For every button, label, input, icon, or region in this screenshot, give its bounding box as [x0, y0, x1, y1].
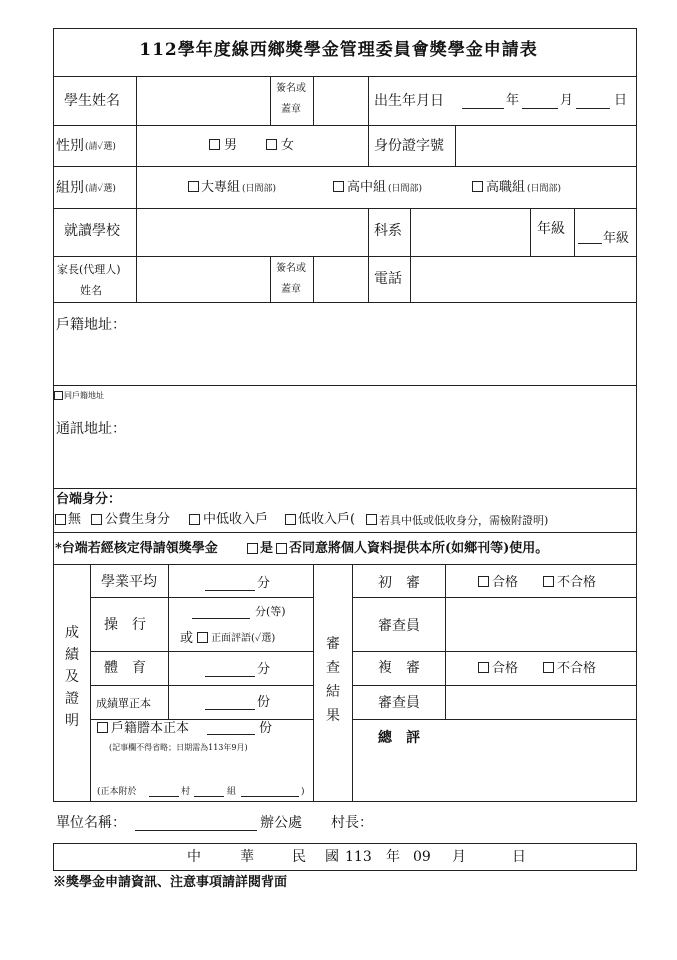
identity-none-checkbox[interactable] [55, 514, 66, 525]
low-income-label: 低收入戶( [298, 512, 356, 527]
col-line [445, 564, 446, 719]
second-pass-checkbox[interactable] [478, 662, 489, 673]
male-label: 男 [224, 138, 238, 153]
row-line [352, 685, 636, 686]
year-unit: 年 [506, 93, 520, 108]
border-left [53, 28, 54, 801]
copy-unit: 份 [257, 695, 271, 710]
college-checkbox[interactable] [188, 181, 199, 192]
date-char: 中 [187, 849, 201, 865]
pe-label: 體 育 [104, 660, 146, 676]
birth-label: 出生年月日 [374, 93, 444, 109]
unit-name-field[interactable] [135, 830, 257, 831]
row-line [53, 166, 637, 167]
row-line [90, 719, 313, 720]
identity-note: 若具中低或低收身分，需檢附證明) [379, 514, 549, 527]
row-line [90, 597, 313, 598]
household-copy-field[interactable] [207, 734, 255, 735]
date-year: 113 [345, 849, 372, 865]
col-line [136, 125, 137, 166]
student-name-label: 學生姓名 [64, 93, 120, 109]
consent-no-label: 否同意將個人資料提供本所(如鄉刊等)使用。 [289, 541, 549, 556]
household-copy-label: 戶籍謄本正本 [111, 721, 190, 736]
second-review-label: 複 審 [378, 660, 420, 676]
col-line [136, 208, 137, 256]
first-pass-label: 合格 [492, 575, 519, 590]
first-review-label: 初 審 [378, 575, 420, 591]
proof-char: 及 [65, 669, 79, 685]
date-box-line [53, 843, 54, 871]
proof-char: 績 [65, 647, 79, 663]
seal-label: 蓋章 [281, 284, 301, 295]
date-char: 日 [512, 849, 526, 865]
row-line [53, 385, 637, 386]
parent-label: 家長(代理人) [57, 263, 121, 276]
vocational-checkbox[interactable] [472, 181, 483, 192]
identity-label: 台端身分： [56, 492, 122, 507]
attached-group-field[interactable] [194, 796, 224, 797]
unit-name-label: 單位名稱： [56, 815, 126, 831]
score-grade-unit: 分(等) [255, 605, 286, 618]
narrative-checkbox[interactable] [197, 632, 208, 643]
gender-label: 性別 [56, 138, 84, 154]
date-char: 華 [240, 849, 254, 865]
col-line [352, 564, 353, 801]
id-number-label: 身份證字號 [374, 138, 444, 154]
female-checkbox[interactable] [266, 139, 277, 150]
review-char: 查 [326, 660, 340, 676]
second-fail-checkbox[interactable] [543, 662, 554, 673]
row-line [352, 651, 636, 652]
col-line [455, 125, 456, 166]
row-line [352, 719, 636, 720]
high-school-label: 高中組 [347, 180, 387, 195]
second-pass-label: 合格 [492, 661, 519, 676]
review-char: 果 [326, 708, 340, 724]
consent-prefix: *台端若經核定得請領獎學金 [55, 541, 218, 556]
first-pass-checkbox[interactable] [478, 576, 489, 587]
pe-field[interactable] [205, 676, 255, 677]
school-label: 就讀學校 [64, 223, 120, 239]
first-fail-label: 不合格 [557, 575, 597, 590]
col-line [168, 564, 169, 719]
second-fail-label: 不合格 [557, 661, 597, 676]
proof-char: 成 [65, 625, 79, 641]
row-line [90, 651, 313, 652]
office-label: 辦公處 [260, 815, 302, 831]
public-student-checkbox[interactable] [91, 514, 102, 525]
row-line [53, 125, 637, 126]
col-line [270, 76, 271, 125]
copy-unit: 份 [259, 721, 273, 736]
review-result-label [325, 632, 341, 728]
col-line [270, 256, 271, 302]
proof-char: 證 [65, 691, 79, 707]
col-line [136, 256, 137, 302]
consent-yes-label: 是 [260, 541, 274, 556]
grade-field[interactable] [578, 243, 602, 244]
col-line [136, 76, 137, 125]
col-line [530, 208, 531, 256]
conduct-field[interactable] [192, 618, 250, 619]
score-unit: 分 [257, 576, 271, 591]
month-unit: 月 [560, 93, 574, 108]
grade-label: 年級 [537, 221, 565, 237]
row-line [53, 256, 637, 257]
row-line [53, 302, 637, 303]
col-line [313, 564, 314, 801]
col-line [136, 166, 137, 208]
same-address-label: 同戶籍地址 [64, 391, 104, 400]
date-char: 月 [452, 849, 466, 865]
village-chief-label: 村長： [331, 815, 373, 831]
row-line [53, 488, 637, 489]
department-label: 科系 [374, 223, 402, 239]
household-address-label: 戶籍地址： [56, 317, 126, 333]
household-copy-note: (記事欄不得省略；日期需為113年9月) [109, 743, 248, 752]
col-line [368, 76, 369, 125]
final-eval-label: 總 評 [378, 730, 420, 746]
parent-name-label: 姓名 [80, 284, 102, 297]
household-copy-checkbox[interactable] [97, 722, 108, 733]
row-line [53, 208, 637, 209]
check-hint: (請✓選) [85, 142, 116, 152]
village-unit: 村 [181, 787, 191, 797]
row-line [53, 564, 637, 565]
score-unit: 分 [257, 662, 271, 677]
public-student-label: 公費生身分 [105, 512, 171, 527]
vocational-label: 高職組 [486, 180, 526, 195]
transcript-field[interactable] [205, 709, 255, 710]
row-line [90, 685, 313, 686]
male-checkbox[interactable] [209, 139, 220, 150]
group-label: 組別 [56, 180, 84, 196]
academic-average-label: 學業平均 [101, 574, 157, 590]
review-char: 結 [326, 684, 340, 700]
proof-checkbox[interactable] [366, 514, 377, 525]
college-label: 大專組 [201, 180, 241, 195]
footer-note: ※獎學金申請資訊、注意事項請詳閱背面 [53, 875, 288, 890]
attached-prefix: (正本附於 [97, 787, 137, 797]
attached-close: ) [301, 787, 305, 797]
group-unit: 組 [227, 787, 237, 797]
day-unit: 日 [614, 93, 628, 108]
row-line [53, 532, 637, 533]
phone-label: 電話 [374, 271, 402, 287]
female-label: 女 [281, 138, 295, 153]
birth-day-field[interactable] [576, 108, 610, 109]
consent-no-checkbox[interactable] [276, 543, 287, 554]
row-line [53, 801, 637, 802]
border-right [636, 28, 637, 801]
or-label: 或 [180, 631, 194, 646]
col-line [90, 564, 91, 801]
col-line [574, 208, 575, 256]
academic-average-field[interactable] [205, 590, 255, 591]
col-line [410, 208, 411, 256]
grade-unit: 年級 [603, 231, 630, 246]
birth-month-field[interactable] [522, 108, 558, 109]
reviewer-label: 審查員 [378, 695, 420, 711]
date-char: 民 [292, 849, 306, 865]
transcript-label: 成績單正本 [96, 697, 151, 710]
col-line [410, 256, 411, 302]
row-line [352, 597, 636, 598]
col-line [368, 125, 369, 166]
same-address-checkbox[interactable] [54, 391, 63, 400]
date-box-line [53, 870, 637, 871]
low-income-checkbox[interactable] [285, 514, 296, 525]
birth-year-field[interactable] [462, 108, 504, 109]
mailing-address-label: 通訊地址： [56, 421, 126, 437]
proof-section-label [64, 622, 80, 732]
date-box-line [53, 843, 637, 844]
narrative-label: 正面評語(✓選) [211, 633, 276, 644]
row-line [53, 76, 637, 77]
reviewer-label: 審查員 [378, 618, 420, 634]
col-line [313, 76, 314, 125]
mid-low-income-label: 中低收入戶 [203, 512, 269, 527]
col-line [368, 256, 369, 302]
form-title: 112學年度線西鄉獎學金管理委員會獎學金申請表 [139, 40, 538, 60]
date-char: 國 [325, 849, 339, 865]
seal-label: 蓋章 [281, 104, 301, 115]
check-hint: (請✓選) [85, 184, 116, 194]
day-dept-label: (日間部) [388, 184, 423, 194]
review-char: 審 [326, 636, 340, 652]
mid-low-income-checkbox[interactable] [189, 514, 200, 525]
day-dept-label: (日間部) [527, 184, 562, 194]
identity-none-label: 無 [68, 512, 82, 527]
consent-yes-checkbox[interactable] [247, 543, 258, 554]
sign-label: 簽名或 [276, 83, 306, 94]
date-month: 09 [413, 849, 431, 865]
col-line [368, 208, 369, 256]
date-box-line [636, 843, 637, 871]
attached-extra-field[interactable] [241, 796, 299, 797]
proof-char: 明 [65, 713, 79, 729]
border-top [53, 28, 637, 29]
col-line [313, 256, 314, 302]
day-dept-label: (日間部) [242, 184, 277, 194]
first-fail-checkbox[interactable] [543, 576, 554, 587]
attached-village-field[interactable] [149, 796, 179, 797]
conduct-label: 操 行 [104, 617, 146, 633]
sign-label: 簽名或 [276, 263, 306, 274]
high-school-checkbox[interactable] [333, 181, 344, 192]
date-char: 年 [386, 849, 400, 865]
